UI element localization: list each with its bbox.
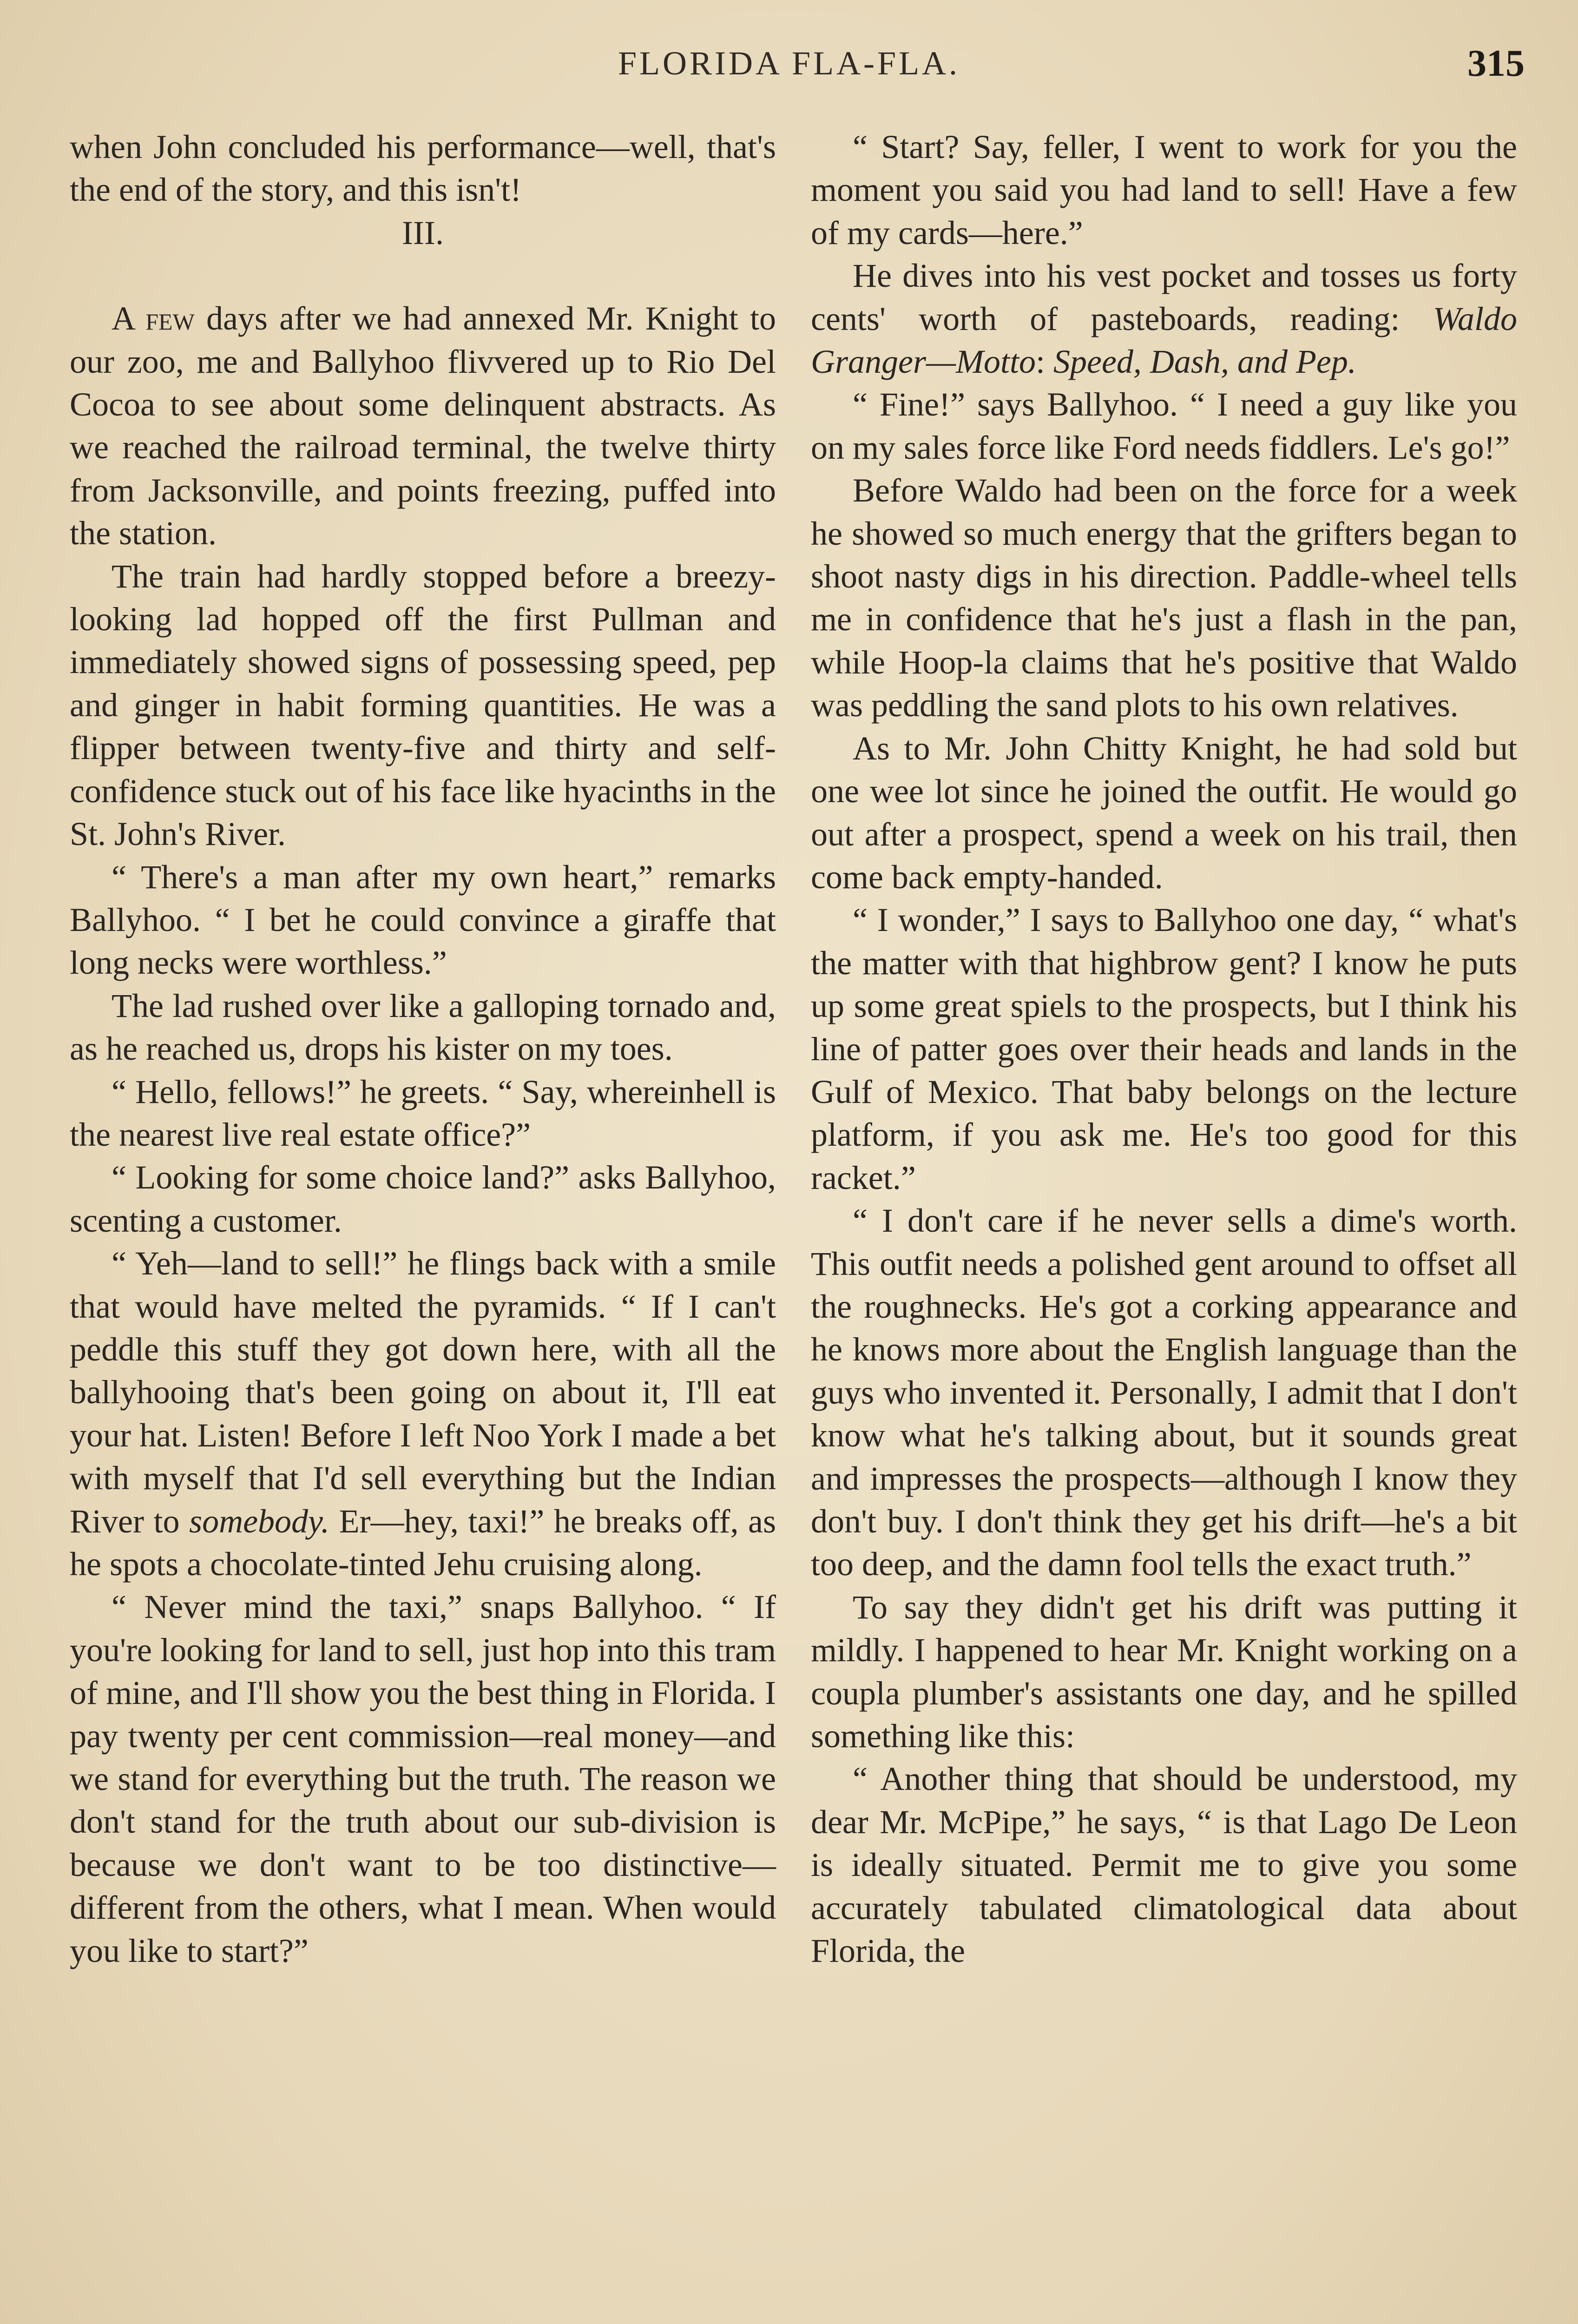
paragraph: [811, 254, 1517, 383]
paragraph: “ Start? Say, feller, I went to work for you the moment you said you had land to sell! Have a few of my cards—here.”: [811, 128, 1517, 251]
paragraph: As to Mr. John Chitty Knight, he had sold but one wee lot since he joined the outfit. He would go out after a prospect, spend a week on his trail, then come back empty-handed.: [811, 729, 1517, 896]
lead-in-smallcaps: A few: [112, 300, 195, 337]
running-head: FLORIDA FLA-FLA.: [618, 45, 960, 82]
paragraph-text: days after we had annexed Mr. Knight to our zoo, me and Ballyhoo flivvered up to Rio Del Cocoa to see about some delinquent abstracts. As we reached the railroad terminal, the twelve thirty from Jacksonville, and points freezing, puffed into the station.: [70, 300, 776, 552]
emphasis-text: Speed, Dash, and Pep.: [1053, 343, 1356, 381]
paragraph: when John concluded his performance—well, that's the end of the story, and this isn't!: [70, 128, 776, 209]
paragraph: [70, 297, 776, 555]
page-header: [0, 44, 1578, 95]
emphasis-text: somebody.: [189, 1502, 330, 1540]
paragraph: “ Looking for some choice land?” asks Ballyhoo, scenting a customer.: [70, 1159, 776, 1239]
paragraph: “ Another thing that should be understood, my dear Mr. McPipe,” he says, “ is that Lago De Leon is ideally situated. Permit me to give you some accurately tabulated climatological data about Florida, the: [811, 1760, 1517, 1970]
paragraph: The train had hardly stopped before a breezy-looking lad hopped off the first Pullman and immediately showed signs of possessing speed, pep and ginger in habit forming quantities. He was a flipper between twenty-five and thirty and self-confidence stuck out of his face like hyacinths in the St. John's River.: [70, 557, 776, 853]
paragraph: “ I wonder,” I says to Ballyhoo one day, “ what's the matter with that highbrow gent? I know he puts up some great spiels to the prospects, but I think his line of patter goes over their heads and lands in the Gulf of Mexico. That baby belongs on the lecture platform, if you ask me. He's too good for this racket.”: [811, 901, 1517, 1196]
paragraph-text: He dives into his vest pocket and tosses us forty cents' worth of pasteboards, reading:: [811, 257, 1517, 337]
paragraph: To say they didn't get his drift was putting it mildly. I happened to hear Mr. Knight working on a coupla plumber's assistants one day, and he spilled something like this:: [811, 1588, 1517, 1755]
paragraph: [70, 1242, 776, 1585]
paragraph: “ Fine!” says Ballyhoo. “ I need a guy like you on my sales force like Ford needs fiddlers. Le's go!”: [811, 386, 1517, 466]
paragraph: “ Hello, fellows!” he greets. “ Say, whereinhell is the nearest live real estate office?”: [70, 1073, 776, 1153]
paragraph-text: :: [1036, 343, 1054, 381]
paragraph-text: “ Yeh—land to sell!” he flings back with a smile that would have melted the pyramids. “ If I can't peddle this stuff they got down here, with all the ballyhooing that's been going on about it, I'll eat your hat. Listen! Before I left Noo York I made a bet with myself that I'd sell everything but the Indian River to: [70, 1245, 776, 1540]
right-column: [811, 125, 1517, 1972]
paragraph: Before Waldo had been on the force for a week he showed so much energy that the grifters began to shoot nasty digs in his direction. Paddle-wheel tells me in confidence that he's just a flash in the pan, while Hoop-la claims that he's positive that Waldo was peddling the sand plots to his own relatives.: [811, 472, 1517, 724]
page-number: 315: [1467, 42, 1525, 84]
paragraph: The lad rushed over like a galloping tornado and, as he reached us, drops his kister on my toes.: [70, 987, 776, 1068]
paragraph-text: Er—hey, taxi!” he breaks off, as he spots a chocolate-tinted Jehu cruising along.: [70, 1502, 776, 1583]
paragraph: “ Never mind the taxi,” snaps Ballyhoo. “ If you're looking for land to sell, just hop into this tram of mine, and I'll show you the best thing in Florida. I pay twenty per cent commission—real money—and we stand for everything but the truth. The reason we don't stand for the truth about our sub-division is because we don't want to be too distinctive—different from the others, what I mean. When would you like to start?”: [70, 1588, 776, 1969]
paragraph: “ There's a man after my own heart,” remarks Ballyhoo. “ I bet he could convince a giraffe that long necks were worthless.”: [70, 858, 776, 982]
paragraph: “ I don't care if he never sells a dime's worth. This outfit needs a polished gent around to offset all the roughnecks. He's got a corking appearance and he knows more about the English language than the guys who invented it. Personally, I admit that I don't know what he's talking about, but it sounds great and impresses the prospects—although I know they don't buy. I don't think they get his drift—he's a bit too deep, and the damn fool tells the exact truth.”: [811, 1202, 1517, 1583]
left-column: [70, 125, 776, 1972]
emphasis-text: Waldo Granger—Motto: [811, 300, 1517, 381]
section-heading: III.: [402, 214, 444, 251]
